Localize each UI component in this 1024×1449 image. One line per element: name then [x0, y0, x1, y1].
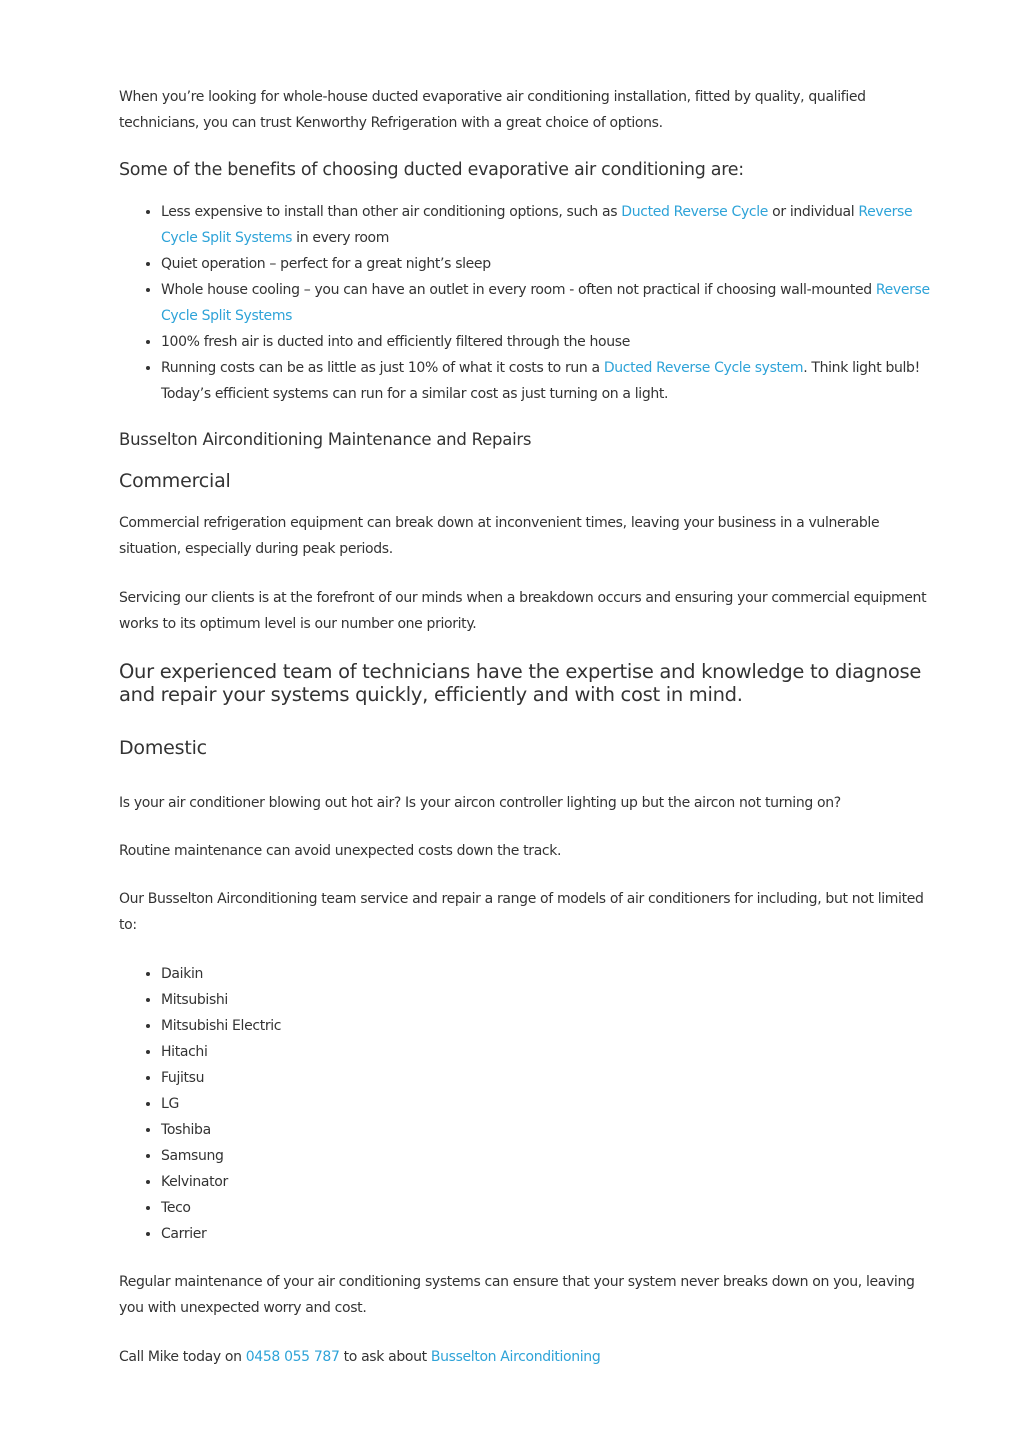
benefit-text: Whole house cooling – you can have an outlet in every room - often not practical if choosing wall-mounted [161, 282, 876, 298]
busselton-airconditioning-link[interactable]: Busselton Airconditioning [430, 1349, 601, 1365]
list-item: • Daikin [161, 961, 931, 987]
reverse-cycle-split-systems-link[interactable]: Reverse Cycle Split Systems [161, 204, 913, 246]
ducted-reverse-cycle-system-link[interactable]: Ducted Reverse Cycle system [603, 360, 804, 376]
benefit-text: 100% fresh air is ducted into and efficiently filtered through the house [161, 334, 631, 350]
domestic-heading: Domestic [119, 737, 207, 759]
phone-link[interactable]: 0458 055 787 [245, 1349, 340, 1365]
experience-callout-heading: Our experienced team of technicians have the expertise and knowledge to diagnose and repair your systems quickly, efficiently and with cost in mind. [119, 660, 922, 706]
commercial-heading: Commercial [119, 470, 231, 492]
reverse-cycle-split-systems-link-2[interactable]: Reverse Cycle Split Systems [161, 282, 930, 324]
benefit-text: Running costs can be as little as just 10% of what it costs to run a [161, 360, 604, 376]
benefit-item-fresh-air [161, 329, 931, 355]
benefit-text: Quiet operation – perfect for a great night’s sleep [161, 256, 491, 272]
domestic-paragraph-3: Our Busselton Airconditioning team service and repair a range of models of air conditioners for including, but not limited to: [119, 891, 924, 933]
benefit-text: in every room [292, 230, 390, 246]
list-item: • Toshiba [161, 1117, 931, 1143]
list-item: • LG [161, 1091, 931, 1117]
list-item: • Mitsubishi [161, 987, 931, 1013]
commercial-paragraph-2: Servicing our clients is at the forefront of our minds when a breakdown occurs and ensuring your commercial equipment works to its optimum level is our number one priority. [119, 590, 927, 632]
benefit-text: . Think light bulb! Today’s efficient systems can run for a similar cost as just turning on a light. [161, 360, 920, 402]
domestic-paragraph-1: Is your air conditioner blowing out hot air? Is your aircon controller lighting up but the aircon not turning on? [119, 795, 841, 811]
list-item: • Hitachi [161, 1039, 931, 1065]
benefits-heading: Some of the benefits of choosing ducted evaporative air conditioning are: [119, 160, 744, 180]
benefit-item-running-costs [161, 355, 931, 407]
call-to-action [119, 1344, 931, 1370]
benefit-text: Less expensive to install than other air conditioning options, such as [161, 204, 622, 220]
maintenance-heading: Busselton Airconditioning Maintenance and Repairs [119, 430, 532, 449]
regular-maintenance-paragraph: Regular maintenance of your air conditioning systems can ensure that your system never breaks down on you, leaving you with unexpected worry and cost. [119, 1274, 915, 1316]
list-item: • Carrier [161, 1221, 931, 1247]
ducted-reverse-cycle-link[interactable]: Ducted Reverse Cycle [621, 204, 769, 220]
list-item: • Samsung [161, 1143, 931, 1169]
benefit-item-whole-house [161, 277, 931, 329]
brand-list [119, 961, 931, 1247]
benefit-item-cost [161, 199, 931, 251]
commercial-paragraph-1: Commercial refrigeration equipment can break down at inconvenient times, leaving your business in a vulnerable situation, especially during peak periods. [119, 515, 880, 557]
call-text: to ask about [339, 1349, 431, 1365]
document-body [119, 84, 931, 1370]
intro-paragraph: When you’re looking for whole-house ducted evaporative air conditioning installation, fitted by quality, qualified technicians, you can trust Kenworthy Refrigeration with a great choice of options. [119, 89, 866, 131]
list-item: • Kelvinator [161, 1169, 931, 1195]
benefit-text: or individual [768, 204, 859, 220]
benefits-list [119, 199, 931, 407]
list-item: • Fujitsu [161, 1065, 931, 1091]
call-text: Call Mike today on [119, 1349, 246, 1365]
domestic-paragraph-2: Routine maintenance can avoid unexpected costs down the track. [119, 843, 562, 859]
list-item: • Teco [161, 1195, 931, 1221]
benefit-item-quiet [161, 251, 931, 277]
list-item: • Mitsubishi Electric [161, 1013, 931, 1039]
